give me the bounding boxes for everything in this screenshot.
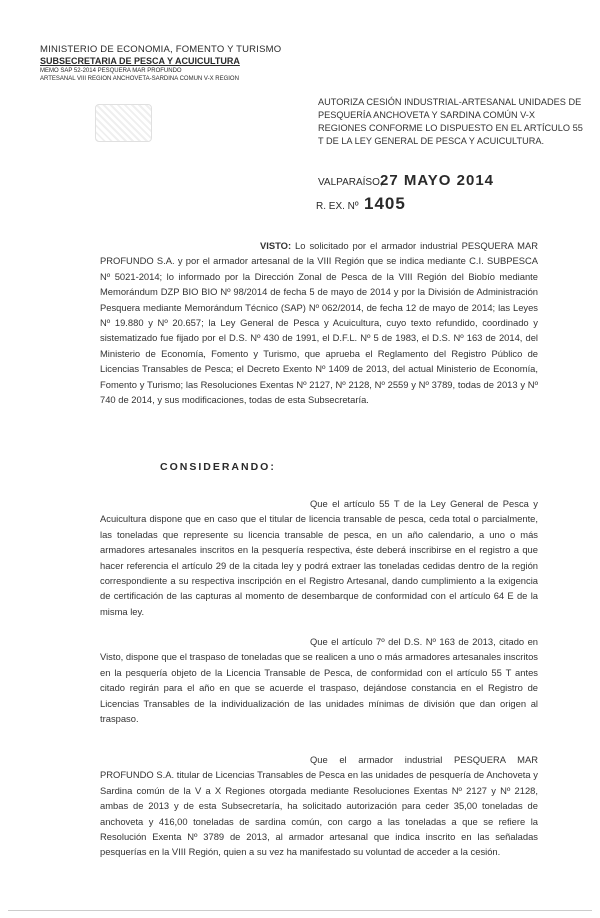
rex-label: R. EX. Nº [316, 201, 359, 212]
visto-text: Lo solicitado por el armador industrial PESQUERA MAR PROFUNDO S.A. y por el armador artesanal de la VIII Región que se indica mediante C.I. SUBPESCA Nº 5021-2014; lo informado por la Dirección Zonal de Pesca de la VIII Región del Biobío mediante Memorándum DZP BIO BIO Nº 98/2014 de fecha 5 de mayo de 2014 y por la División de Administración Pesquera mediante Memorándum Técnico (SAP) Nº 062/2014, de fecha 12 de mayo de 2014; las Leyes Nº 19.880 y Nº 20.657; la Ley General de Pesca y Acuicultura, cuyo texto refundido, coordinado y sistematizado fue fijado por el D.S. Nº 430 de 1991, el D.F.L. Nº 5 de 1983, el D.S. Nº 163 de 2014, del Ministerio de Economía, Fomento y Turismo, que aprueba el Reglamento del Registro Público de Licencias Transables de Pesca; el Decreto Exento Nº 1409 de 2013, del actual Ministerio de Economía, Fomento y Turismo; las Resoluciones Exentas Nº 2127, Nº 2128, Nº 2559 y Nº 3789, todas de 2013 y Nº 740 de 2014, y sus modificaciones, todas de esta Subsecretaría. [100, 240, 538, 406]
considerando-paragraph-2 [100, 634, 538, 726]
considerando-paragraph-3 [100, 752, 538, 860]
considerando-text-1: Que el artículo 55 T de la Ley General de Pesca y Acuicultura dispone que en caso que el titular de licencia transable de pesca, ceda total o parcialmente, las toneladas que represente su licencia transable de pesca, en un año calendario, a uno o más armadores artesanales inscritos en la pesquería respectiva, éste deberá inscribirse en el registro a que hacer referencia el artículo 29 de la citada ley y podrá extraer las toneladas cedidas dentro de la región correspondiente a su respectiva inscripción en el Registro Artesanal, dando cumplimiento a la exigencia de certificación de las capturas al momento de desembarque de conformidad con el artículo 64 E de la misma ley. [100, 498, 538, 617]
office-stamp [95, 104, 152, 142]
letterhead [40, 44, 300, 82]
place-label: VALPARAÍSO, [318, 177, 383, 188]
considerando-text-2: Que el artículo 7º del D.S. Nº 163 de 2013, citado en Visto, dispone que el traspaso de toneladas que se realicen a uno o más armadores artesanales inscritos en la pesquería objeto de la Licencia Transable de Pesca, de conformidad con el artículo 55 T antes citado regirán para el año en que se acuerde el traspaso, dejándose constancia en el Registro de Licencias Transables de la individualización de las unidades mínimas de división que dan origen al traspaso. [100, 636, 538, 725]
considerando-heading: CONSIDERANDO: [160, 461, 276, 473]
considerando-text-3: Que el armador industrial PESQUERA MAR PROFUNDO S.A. titular de Licencias Transables de Pesca en las unidades de pesquería de Anchoveta y Sardina común de la V a X Regiones otorgada mediante Resoluciones Exentas Nº 2127 y Nº 2128, ambas de 2013 y de esta Subsecretaría, ha solicitado autorización para ceder 35,00 toneladas de anchoveta y 416,00 toneladas de sardina común, con cargo a las toneladas a que se refiere la Resolución Exenta Nº 3789 de 2013, al armador artesanal que indica inscrito en las señaladas pesquerías en la VIII Región, quien a su vez ha manifestado su voluntad de acceder a la cesión. [100, 754, 538, 858]
ministry-name: MINISTERIO DE ECONOMIA, FOMENTO Y TURISMO [40, 44, 282, 55]
page-edge-line [8, 910, 592, 911]
visto-keyword: VISTO: [260, 240, 292, 251]
resolution-subject: AUTORIZA CESIÓN INDUSTRIAL-ARTESANAL UNIDADES DE PESQUERÍA ANCHOVETA Y SARDINA COMÚN V-X REGIONES CONFORME LO DISPUESTO EN EL ARTÍCULO 55 T DE LA LEY GENERAL DE PESCA Y ACUICULTURA. [318, 97, 583, 146]
rex-number: 1405 [364, 194, 406, 213]
visto-paragraph [100, 238, 538, 407]
subsecretaria-name: SUBSECRETARIA DE PESCA Y ACUICULTURA [40, 56, 240, 66]
considerando-paragraph-1 [100, 496, 538, 619]
date-stamp: 27 MAYO 2014 [380, 172, 495, 189]
area-reference: ARTESANAL VIII REGION ANCHOVETA-SARDINA COMUN V-X REGION [40, 76, 239, 82]
memo-reference: MEMO SAP 52-2014 PESQUERA MAR PROFUNDO [40, 68, 182, 74]
